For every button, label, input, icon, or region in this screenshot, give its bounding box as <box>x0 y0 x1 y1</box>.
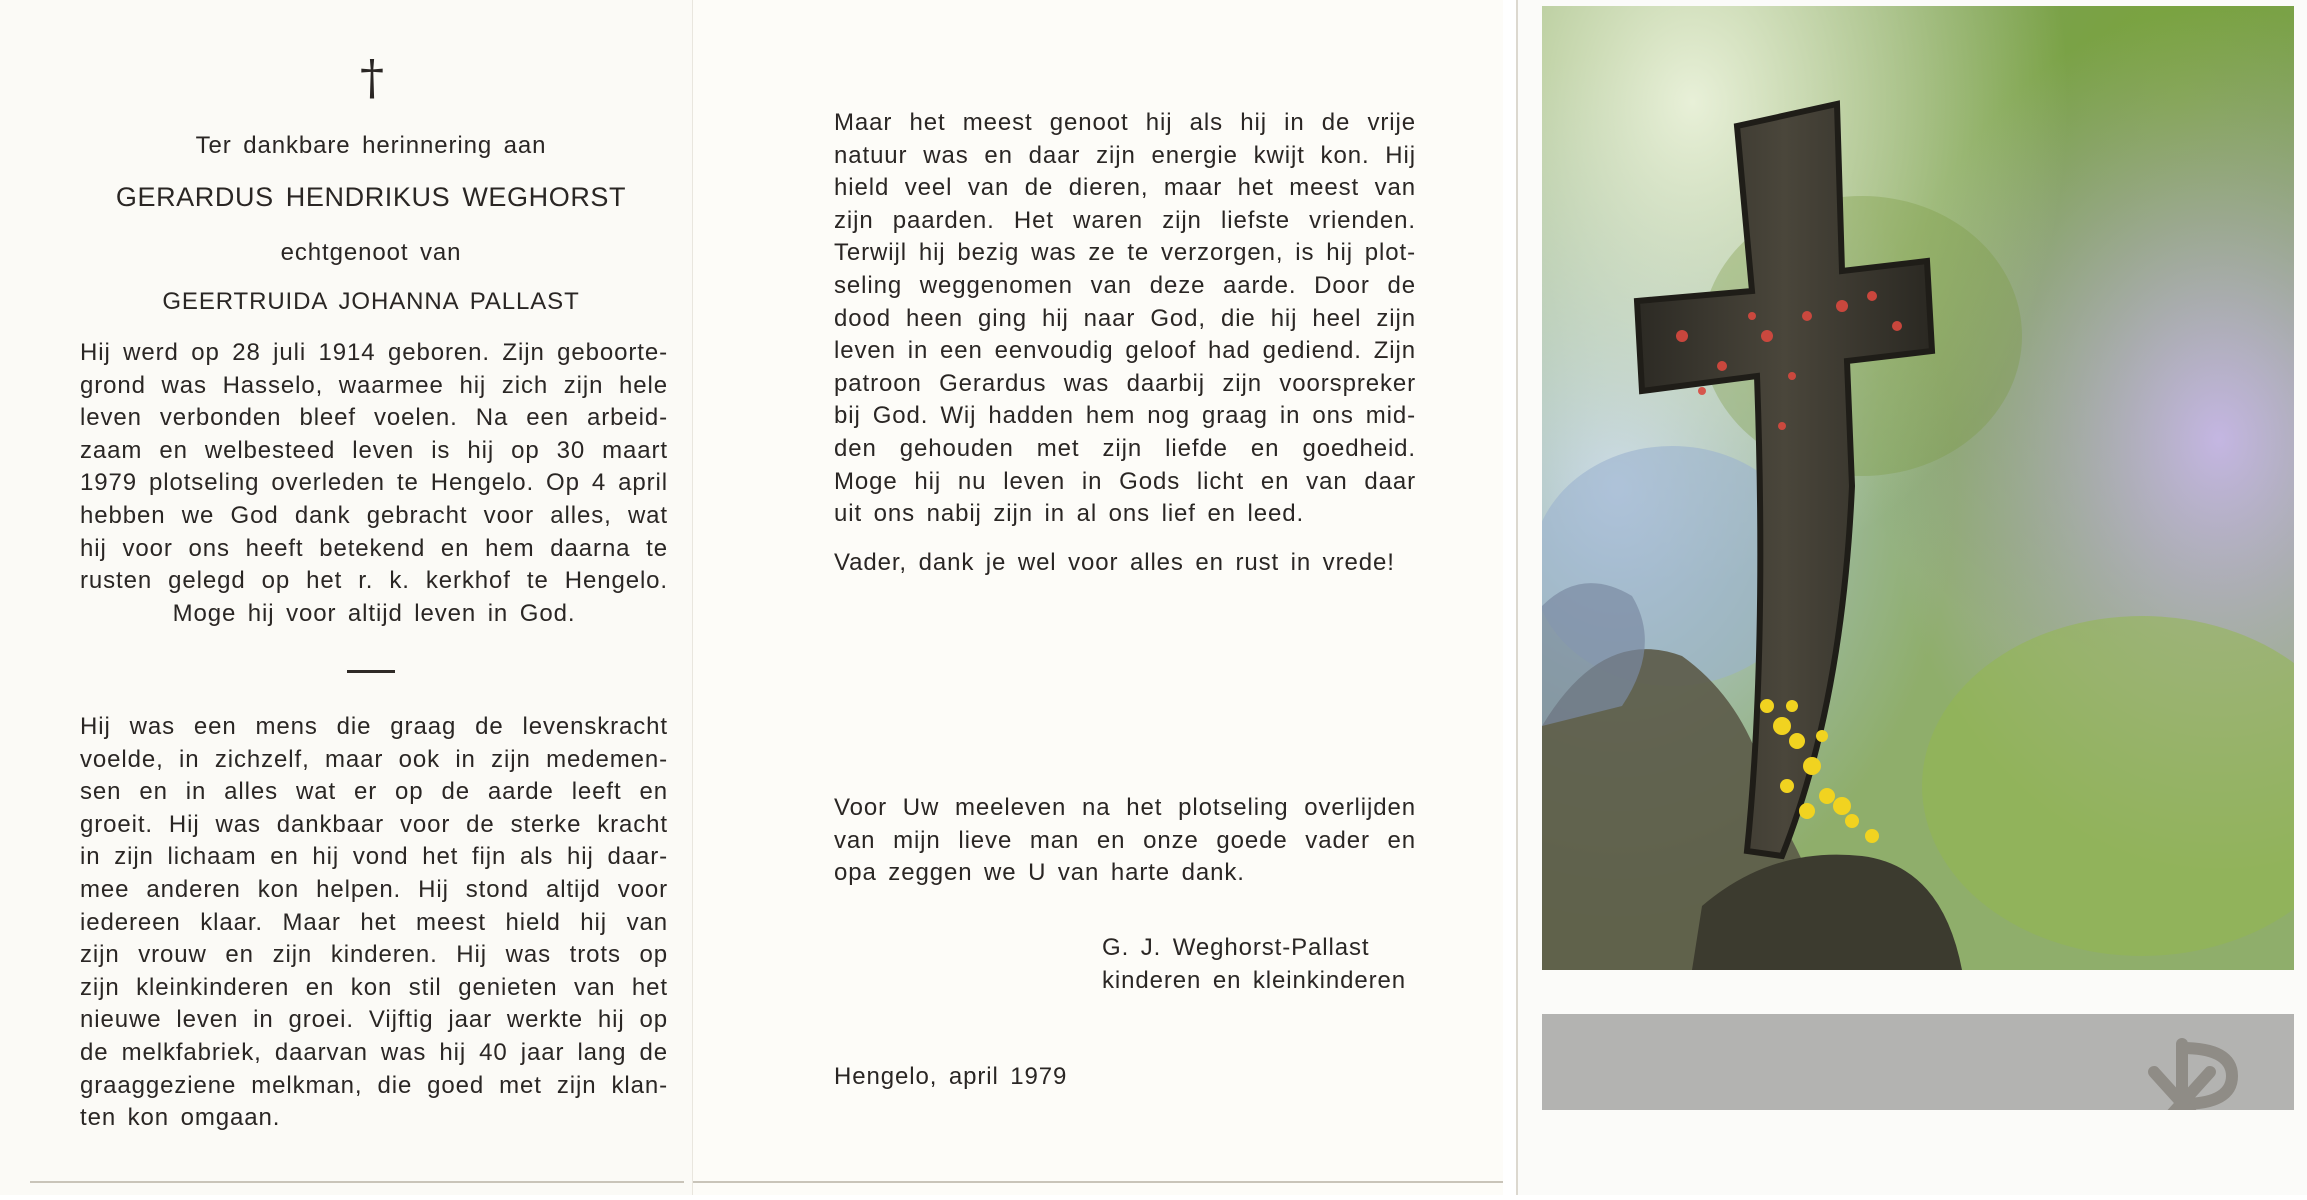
left-card-panel <box>0 0 692 1195</box>
text-line: zaam en welbesteed leven is hij op 30 maart <box>80 436 668 464</box>
text-line: leven in een eenvoudig geloof had gediend. Zijn <box>834 337 1416 365</box>
text-line: 1979 plotseling overleden te Hengelo. Op 4 april <box>80 469 668 497</box>
middle-card-panel <box>692 0 1503 1195</box>
text-line: voelde, in zichzelf, maar ook in zijn medemen- <box>80 745 668 773</box>
text-line: Maar het meest genoot hij als hij in de vrije <box>834 109 1416 136</box>
cross-symbol: † <box>360 50 384 106</box>
paragraph-birth-death <box>80 337 668 630</box>
text-line: zijn paarden. Het waren zijn liefste vrienden. <box>834 206 1416 234</box>
text-line: graaggeziene melkman, die goed met zijn klan- <box>80 1071 668 1099</box>
text-line: rusten gelegd op het r. k. kerkhof te Hengelo. <box>80 567 668 595</box>
text-line: mee anderen kon helpen. Hij stond altijd voor <box>80 875 668 903</box>
cross-photo <box>1542 6 2294 970</box>
text-line: grond was Hasselo, waarmee hij zich zijn hele <box>80 371 668 399</box>
text-line: Moge hij voor altijd leven in God. <box>172 599 576 627</box>
signature-line-2: kinderen en kleinkinderen <box>1102 967 1407 994</box>
text-line: bij God. Wij hadden hem nog graag in ons mid- <box>834 402 1416 430</box>
text-line: uit ons nabij zijn in al ons lief en leed. <box>834 500 1305 528</box>
text-line: hebben we God dank gebracht voor alles, wat <box>80 501 668 529</box>
text-line: van mijn lieve man en onze goede vader en <box>834 826 1416 854</box>
farewell-line: Vader, dank je wel voor alles en rust in vrede! <box>834 549 1395 576</box>
text-line: sen en in alles wat er op de aarde leeft en <box>80 778 668 806</box>
text-line: ten kon omgaan. <box>80 1104 281 1132</box>
text-line: hield veel van de dieren, maar het meest van <box>834 174 1416 202</box>
signature-line-1: G. J. Weghorst-Pallast <box>1102 934 1370 961</box>
silver-band-emblem <box>1542 1014 2294 1110</box>
text-line: leven verbonden bleef voelen. Na een arbeid- <box>80 404 668 432</box>
text-line: Hij werd op 28 juli 1914 geboren. Zijn geboorte- <box>80 339 668 366</box>
text-line: groeit. Hij was dankbaar voor de sterke kracht <box>80 810 668 838</box>
text-line: natuur was en daar zijn energie kwijt kon. Hij <box>834 141 1416 169</box>
card-edge-line <box>693 1181 1503 1183</box>
text-line: Terwijl hij bezig was ze te verzorgen, is hij plot- <box>834 239 1416 267</box>
paragraph-thanks <box>834 792 1416 890</box>
text-line: dood heen ging hij naar God, die hij heel zijn <box>834 304 1416 332</box>
text-line: iedereen klaar. Maar het meest hield hij van <box>80 908 668 936</box>
text-line: zijn vrouw en zijn kinderen. Hij was trots op <box>80 941 668 969</box>
text-line: hij voor ons heeft betekend en hem daarna te <box>80 534 668 562</box>
section-divider <box>347 670 395 673</box>
text-line: nieuwe leven in groei. Vijftig jaar werkte hij op <box>80 1006 668 1034</box>
paragraph-nature <box>834 107 1416 531</box>
text-line: seling weggenomen van deze aarde. Door de <box>834 271 1416 299</box>
card-edge-line <box>30 1181 684 1183</box>
text-line: de melkfabriek, daarvan was hij 40 jaar lang de <box>80 1038 668 1066</box>
intro-line: Ter dankbare herinnering aan <box>195 132 547 159</box>
place-date: Hengelo, april 1979 <box>834 1063 1068 1090</box>
relation-line: echtgenoot van <box>280 239 462 266</box>
text-line: in zijn lichaam en hij vond het fijn als hij daar- <box>80 843 668 871</box>
text-line: Hij was een mens die graag de levenskracht <box>80 713 668 740</box>
text-line: den gehouden met zijn liefde en goedheid. <box>834 434 1416 462</box>
text-line: zijn kleinkinderen en kon stil genieten van het <box>80 973 668 1001</box>
text-line: Voor Uw meeleven na het plotseling overlijden <box>834 794 1416 821</box>
text-line: Moge hij nu leven in Gods licht en van daar <box>834 467 1416 495</box>
spouse-name: GEERTRUIDA JOHANNA PALLAST <box>162 288 580 315</box>
text-line: patroon Gerardus was daarbij zijn voorspreker <box>834 369 1416 397</box>
deceased-name: GERARDUS HENDRIKUS WEGHORST <box>115 182 627 212</box>
text-line: opa zeggen we U van harte dank. <box>834 859 1245 887</box>
paragraph-character <box>80 711 668 1135</box>
